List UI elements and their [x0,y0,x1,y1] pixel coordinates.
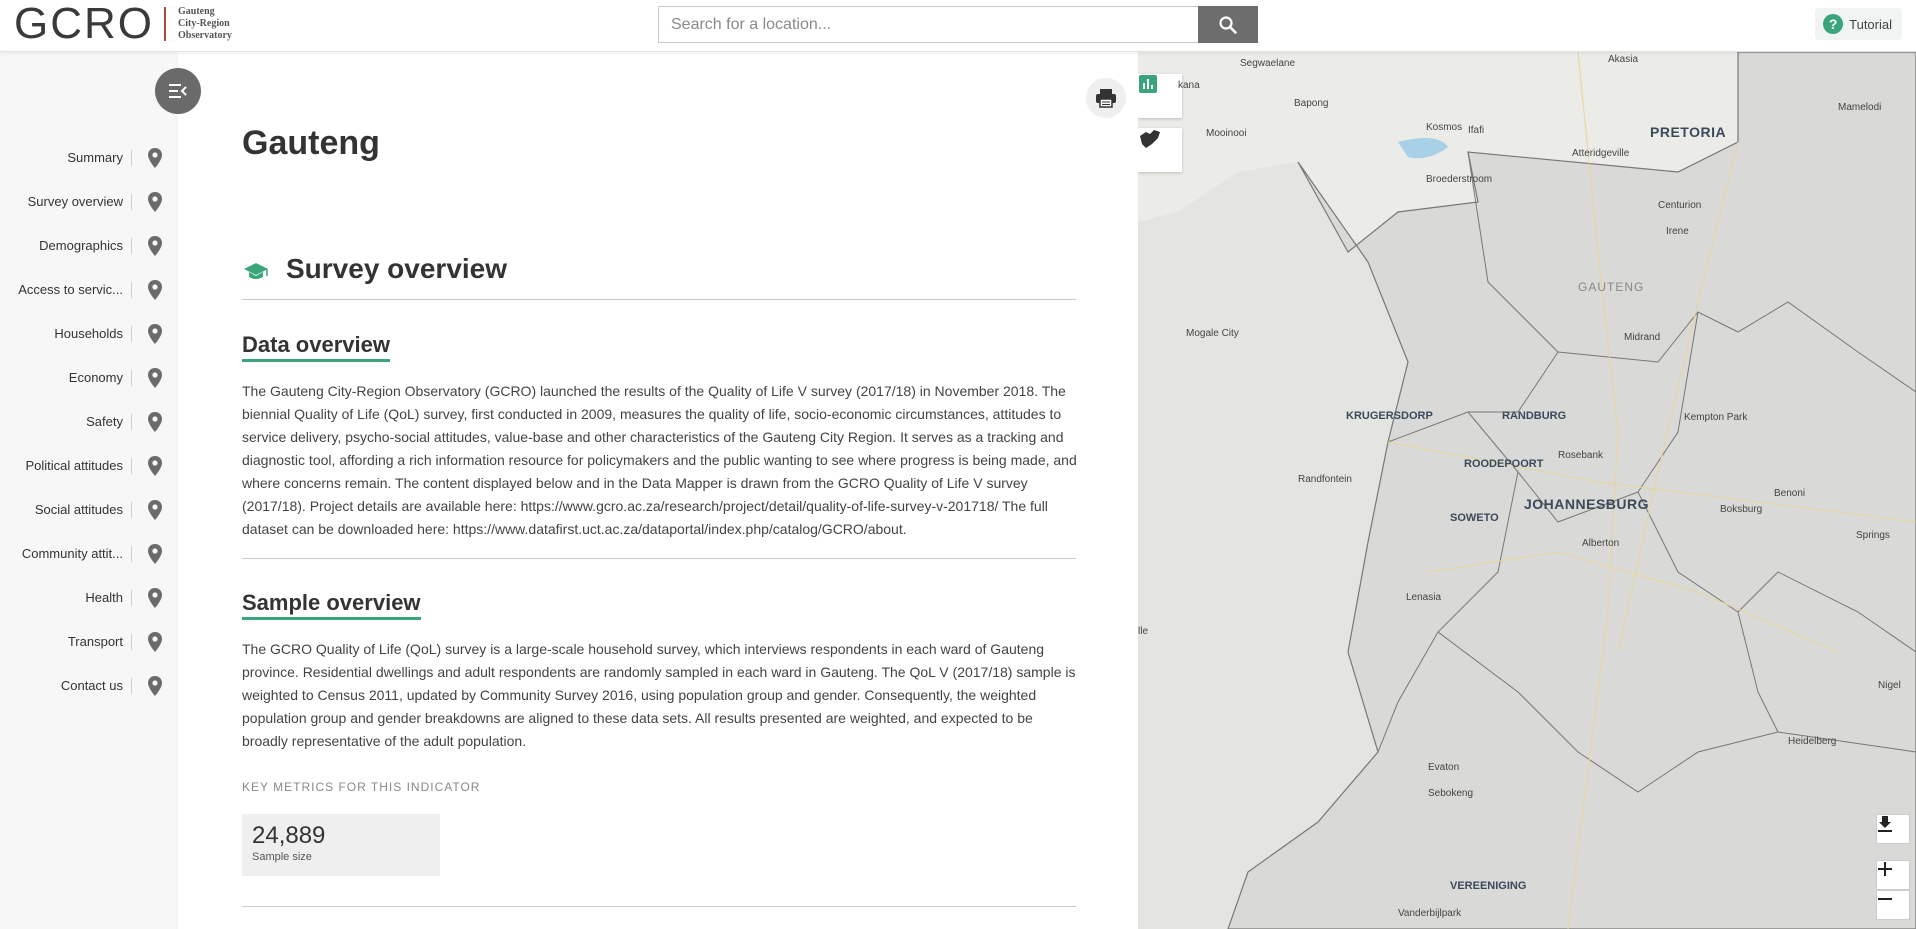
sidebar-item-label: Political attitudes [8,458,132,474]
logo-sub-line: City-Region [178,18,230,29]
map-pin-icon[interactable] [132,676,178,696]
map-pin-icon[interactable] [132,324,178,344]
data-overview-heading: Data overview [242,332,390,362]
tutorial-button[interactable] [1815,8,1902,40]
sidebar-item-label: Transport [8,634,132,650]
sidebar-item[interactable] [0,664,178,708]
map-label: Mamelodi [1838,102,1882,113]
map-label: JOHANNESBURG [1524,496,1650,512]
map-pin-icon[interactable] [132,500,178,520]
map-pin-icon[interactable] [132,632,178,652]
collapse-sidebar-button[interactable] [155,68,201,114]
map-label: Randfontein [1298,474,1352,485]
map-label: Broederstroom [1426,174,1493,185]
map-pin-icon[interactable] [132,412,178,432]
map-label: Atteridgeville [1572,148,1630,159]
minus-icon [1877,891,1893,907]
divider [242,906,1076,907]
map-label: Bapong [1294,98,1329,109]
map-label: Mogale City [1186,328,1239,339]
map-label: Midrand [1624,332,1661,343]
section-title: Survey overview [286,253,508,284]
gcro-logo[interactable] [14,0,232,48]
plus-icon [1877,861,1893,877]
sidebar-item-label: Economy [8,370,132,386]
map-label: kana [1178,80,1200,91]
graduation-cap-icon [242,257,270,285]
sidebar-item-label: Community attit... [8,546,132,562]
map-label: ROODEPOORT [1464,458,1544,470]
tutorial-label: Tutorial [1849,16,1892,32]
logo-subtitle [178,6,232,42]
sidebar-item-label: Survey overview [8,194,132,210]
search-button[interactable] [1198,6,1258,43]
search-icon [1218,15,1238,35]
sidebar-item-label: Health [8,590,132,606]
section-sidebar [0,52,178,929]
page-title: Gauteng [242,124,380,162]
sidebar-item-label: Demographics [8,238,132,254]
bar-chart-icon [1138,74,1158,94]
sidebar-item[interactable] [0,444,178,488]
key-metrics-heading: KEY METRICS FOR THIS INDICATOR [242,780,481,794]
location-search [658,6,1258,43]
metric-card [242,814,440,876]
map-pin-icon[interactable] [132,456,178,476]
zoom-in-button[interactable] [1876,860,1910,890]
sidebar-item-label: Contact us [8,678,132,694]
sidebar-item[interactable] [0,224,178,268]
metric-label: Sample size [252,851,312,863]
sidebar-item-label: Safety [8,414,132,430]
map-pin-icon[interactable] [132,148,178,168]
map-view[interactable] [1138,52,1916,929]
map-label: PRETORIA [1650,124,1727,140]
divider [242,558,1076,559]
map-label: RANDBURG [1502,410,1567,422]
sidebar-item[interactable] [0,180,178,224]
chart-view-button[interactable] [1138,74,1182,118]
metric-value: 24,889 [252,822,326,849]
download-icon [1877,815,1893,833]
sidebar-item[interactable] [0,136,178,180]
south-africa-map-icon [1138,128,1162,150]
search-input[interactable] [658,6,1198,43]
menu-collapse-icon [168,83,188,99]
map-label: Vanderbijlpark [1398,908,1462,919]
top-header [0,0,1916,52]
map-label: Alberton [1582,538,1620,549]
map-label: VEREENIGING [1450,880,1527,892]
sidebar-item[interactable] [0,620,178,664]
map-label: Kosmos [1426,122,1463,133]
sidebar-item[interactable] [0,488,178,532]
map-label: Segwaelane [1240,58,1296,69]
map-pin-icon[interactable] [132,588,178,608]
map-label: lle [1138,626,1149,637]
sidebar-item[interactable] [0,312,178,356]
map-label: Ifafi [1468,125,1485,136]
map-pin-icon[interactable] [132,236,178,256]
sidebar-item-label: Summary [8,150,132,166]
print-icon [1095,88,1117,108]
map-label: Nigel [1878,680,1901,691]
map-label: Evaton [1428,762,1460,773]
map-label: Sebokeng [1428,788,1474,799]
logo-sub-line: Gauteng [178,6,215,17]
map-label: KRUGERSDORP [1346,410,1433,422]
map-pin-icon[interactable] [132,544,178,564]
section-header [242,252,1076,300]
logo-divider [164,7,166,41]
sample-overview-text: The GCRO Quality of Life (QoL) survey is a large-scale household survey, which interviews respondents in each ward of Gauteng province. Residential dwellings and adult respondents are randomly sampled in each ward in Gauteng. The QoL V (2017/18) sample is weighted to Census 2011, updated by Community Survey 2016, using population group and gender. Consequently, the weighted population group and gender breakdowns are aligned to these data sets. All results presented are weighted, and expected to be broadly representative of the adult population. [242,641,1076,749]
map-label: Irene [1666,226,1689,237]
map-label: Springs [1856,530,1890,541]
zoom-out-button[interactable] [1876,890,1910,920]
map-label: Mooinooi [1206,128,1247,139]
sidebar-item[interactable] [0,356,178,400]
sidebar-item-label: Households [8,326,132,342]
sidebar-item[interactable] [0,576,178,620]
sidebar-item[interactable] [0,268,178,312]
map-label: Centurion [1658,200,1702,211]
map-label: Akasia [1608,54,1639,65]
logo-sub-line: Observatory [178,30,232,41]
map-label: Rosebank [1558,450,1604,461]
map-pin-icon[interactable] [132,280,178,300]
sidebar-item-label: Access to servic... [8,282,132,298]
download-map-button[interactable] [1876,814,1910,844]
map-label: Lenasia [1406,592,1442,603]
map-pin-icon[interactable] [132,192,178,212]
logo-wordmark: GCRO [14,0,154,48]
sidebar-item-label: Social attitudes [8,502,132,518]
sidebar-item[interactable] [0,532,178,576]
map-label: GAUTENG [1578,280,1645,294]
map-label: Heidelberg [1788,736,1837,747]
map-label: Boksburg [1720,504,1763,515]
sample-overview-heading: Sample overview [242,590,421,620]
sidebar-nav [0,136,178,708]
print-button[interactable] [1086,78,1126,118]
map-region-button[interactable] [1138,128,1182,172]
map-label: Benoni [1774,488,1806,499]
data-overview-text: The Gauteng City-Region Observatory (GCRO) launched the results of the Quality of Life V survey (2017/18) in November 2018. The biennial Quality of Life (QoL) survey, first conducted in 2009, measures the quality of life, socio-economic circumstances, attitudes to service delivery, psycho-social attitudes, value-base and other characteristics of the Gauteng City Region. It serves as a tracking and diagnostic tool, affording a rich information resource for policymakers and the public wanting to see where progress is being made, and where concerns remain. The content displayed below and in the Data Mapper is drawn from the GCRO Quality of Life V survey (2017/18). Project details are available here: https://www.gcro.ac.za/research/project/detail/quality-of-life-survey-v-201718/ The full dataset can be downloaded here: https://www.datafirst.uct.ac.za/dataportal/index.php/catalog/GCRO/about. [242,383,1077,537]
help-icon: ? [1823,14,1843,34]
content-panel [178,52,1138,929]
map-pin-icon[interactable] [132,368,178,388]
map-label: SOWETO [1450,512,1499,524]
sidebar-item[interactable] [0,400,178,444]
map-label: Kempton Park [1684,412,1748,423]
